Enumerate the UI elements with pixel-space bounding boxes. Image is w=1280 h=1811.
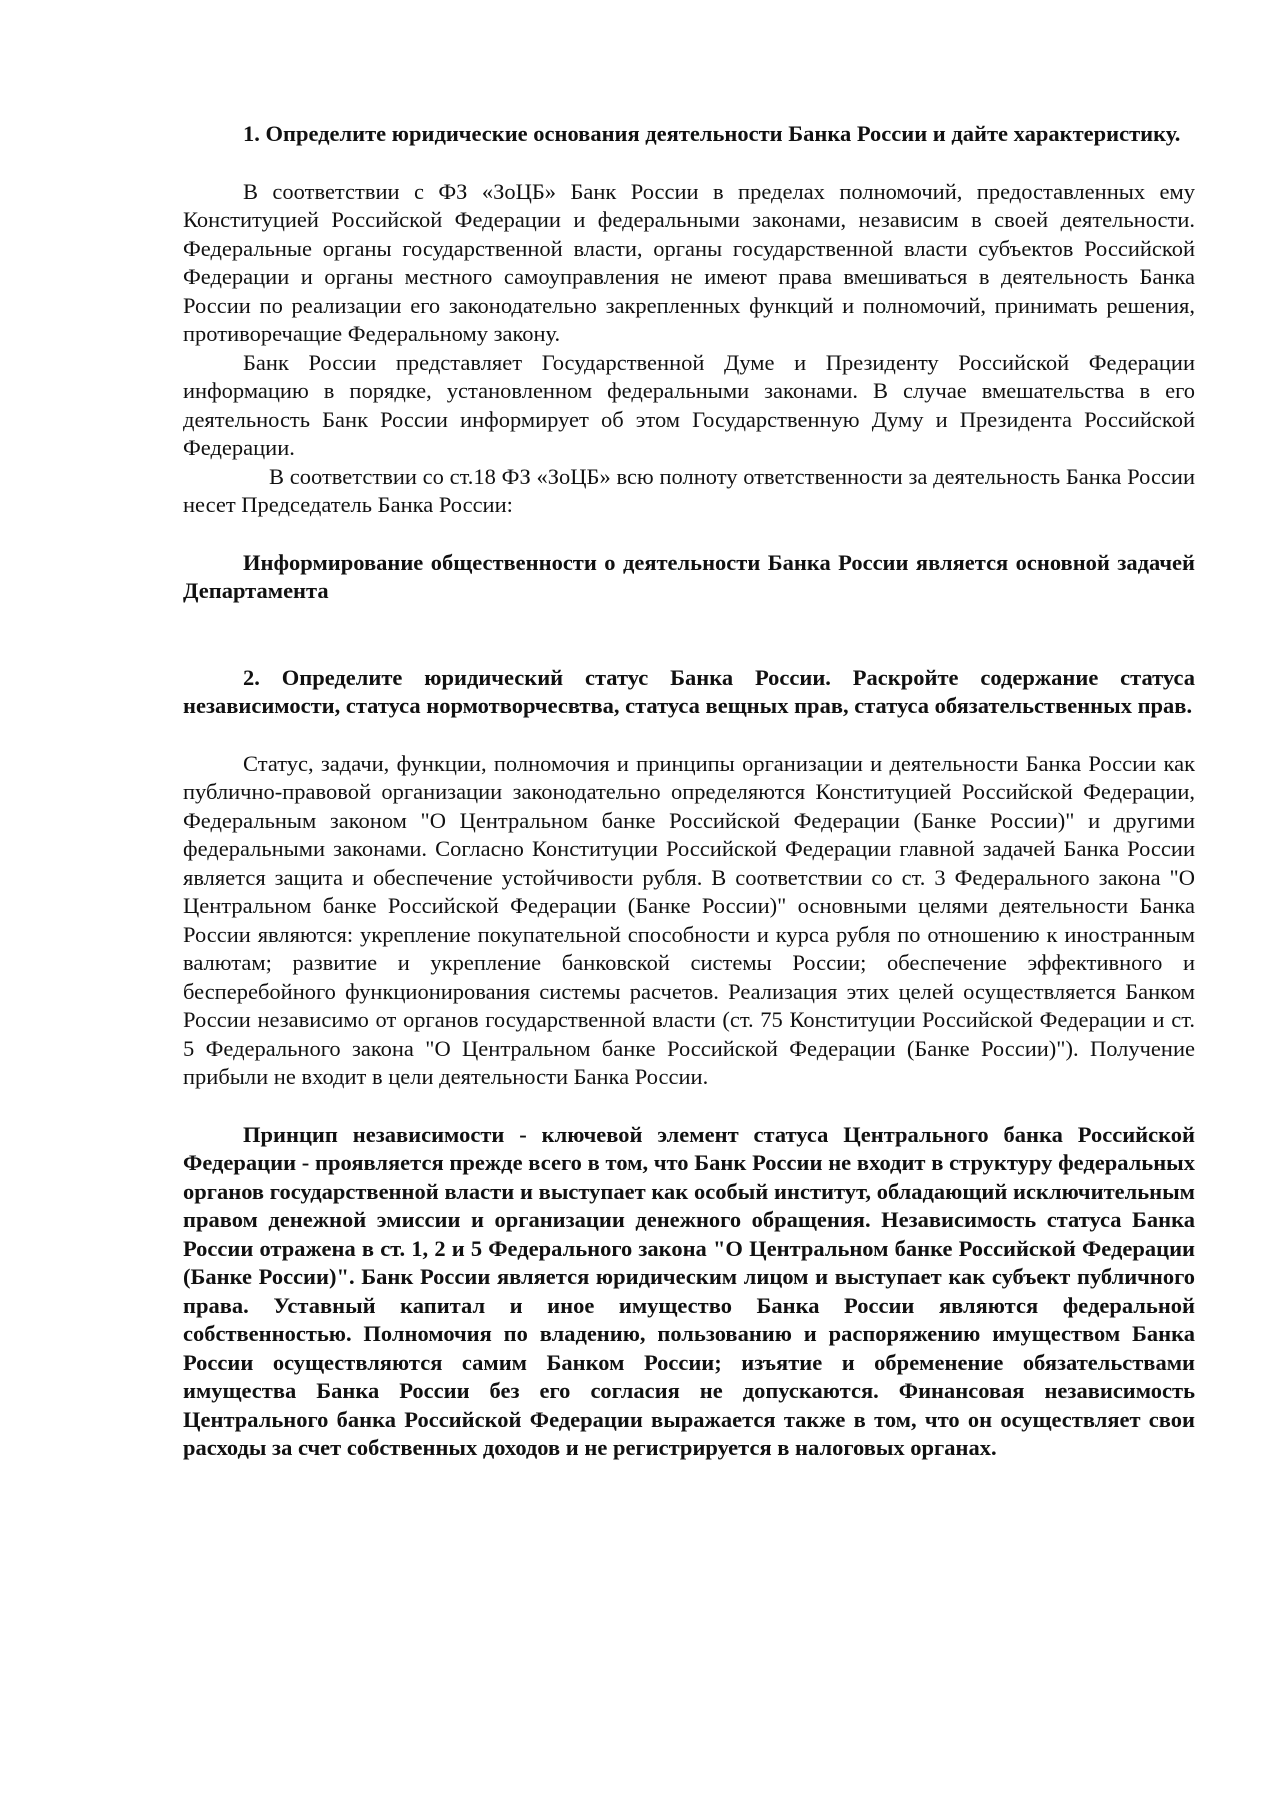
q1-paragraph-1: В соответствии с ФЗ «ЗоЦБ» Банк России в пределах полномочий, предоставленных ему Конституцией Российской Федерации и федеральными законами, независим в своей деятельности. Федеральные органы государственной власти, органы государственной власти субъектов Российской Федерации и органы местного самоуправления не имеют права вмешиваться в деятельность Банка России по реализации его законодательно закрепленных функций и полномочий, принимать решения, противоречащие Федеральному закону.: [183, 178, 1195, 346]
spacer: [183, 606, 1195, 664]
spacer: [183, 520, 1195, 549]
spacer: [183, 721, 1195, 750]
q1-paragraph-3: В соответствии со ст.18 ФЗ «ЗоЦБ» всю полноту ответственности за деятельность Банка России несет Председатель Банка России:: [183, 463, 1195, 517]
q2-paragraph-2: Принцип независимости - ключевой элемент статуса Центрального банка Российской Федерации - проявляется прежде всего в том, что Банк России не входит в структуру федеральных органов государственной власти и выступает как особый институт, обладающий исключительным правом денежной эмиссии и организации денежного обращения. Независимость статуса Банка России отражена в ст. 1, 2 и 5 Федерального закона "О Центральном банке Российской Федерации (Банке России)". Банк России является юридическим лицом и выступает как субъект публичного права. Уставный капитал и иное имущество Банка России являются федеральной собственностью. Полномочия по владению, пользованию и распоряжению имуществом Банка России осуществляются самим Банком России; изъятие и обременение обязательствами имущества Банка России без его согласия не допускаются. Финансовая независимость Центрального банка Российской Федерации выражается также в том, что он осуществляет свои расходы за счет собственных доходов и не регистрируется в налоговых органах.: [183, 1121, 1195, 1460]
q1-paragraph-4: Информирование общественности о деятельности Банка России является основной задачей Департамента: [183, 549, 1195, 603]
q1-paragraph-2: Банк России представляет Государственной Думе и Президенту Российской Федерации информацию в порядке, установленном федеральными законами. В случае вмешательства в его деятельность Банк России информирует об этом Государственную Думу и Президента Российской Федерации.: [183, 349, 1195, 460]
question-1-heading: 1. Определите юридические основания деятельности Банка России и дайте характеристику.: [243, 121, 1181, 146]
spacer: [183, 1092, 1195, 1121]
spacer: [183, 149, 1195, 178]
q2-paragraph-1: Статус, задачи, функции, полномочия и принципы организации и деятельности Банка России как публично-правовой организации законодательно определяются Конституцией Российской Федерации, Федеральным законом "О Центральном банке Российской Федерации (Банке России)" и другими федеральными законами. Согласно Конституции Российской Федерации главной задачей Банка России является защита и обеспечение устойчивости рубля. В соответствии со ст. 3 Федерального закона "О Центральном банке Российской Федерации (Банке России)" основными целями деятельности Банка России являются: укрепление покупательной способности и курса рубля по отношению к иностранным валютам; развитие и укрепление банковской системы России; обеспечение эффективного и бесперебойного функционирования системы расчетов. Реализация этих целей осуществляется Банком России независимо от органов государственной власти (ст. 75 Конституции Российской Федерации и ст. 5 Федерального закона "О Центральном банке Российской Федерации (Банке России)"). Получение прибыли не входит в цели деятельности Банка России.: [183, 750, 1195, 1089]
document-page: [183, 120, 1195, 1463]
question-2-heading: 2. Определите юридический статус Банка России. Раскройте содержание статуса независимости, статуса нормотворчесвтва, статуса вещных прав, статуса обязательственных прав.: [183, 664, 1195, 718]
